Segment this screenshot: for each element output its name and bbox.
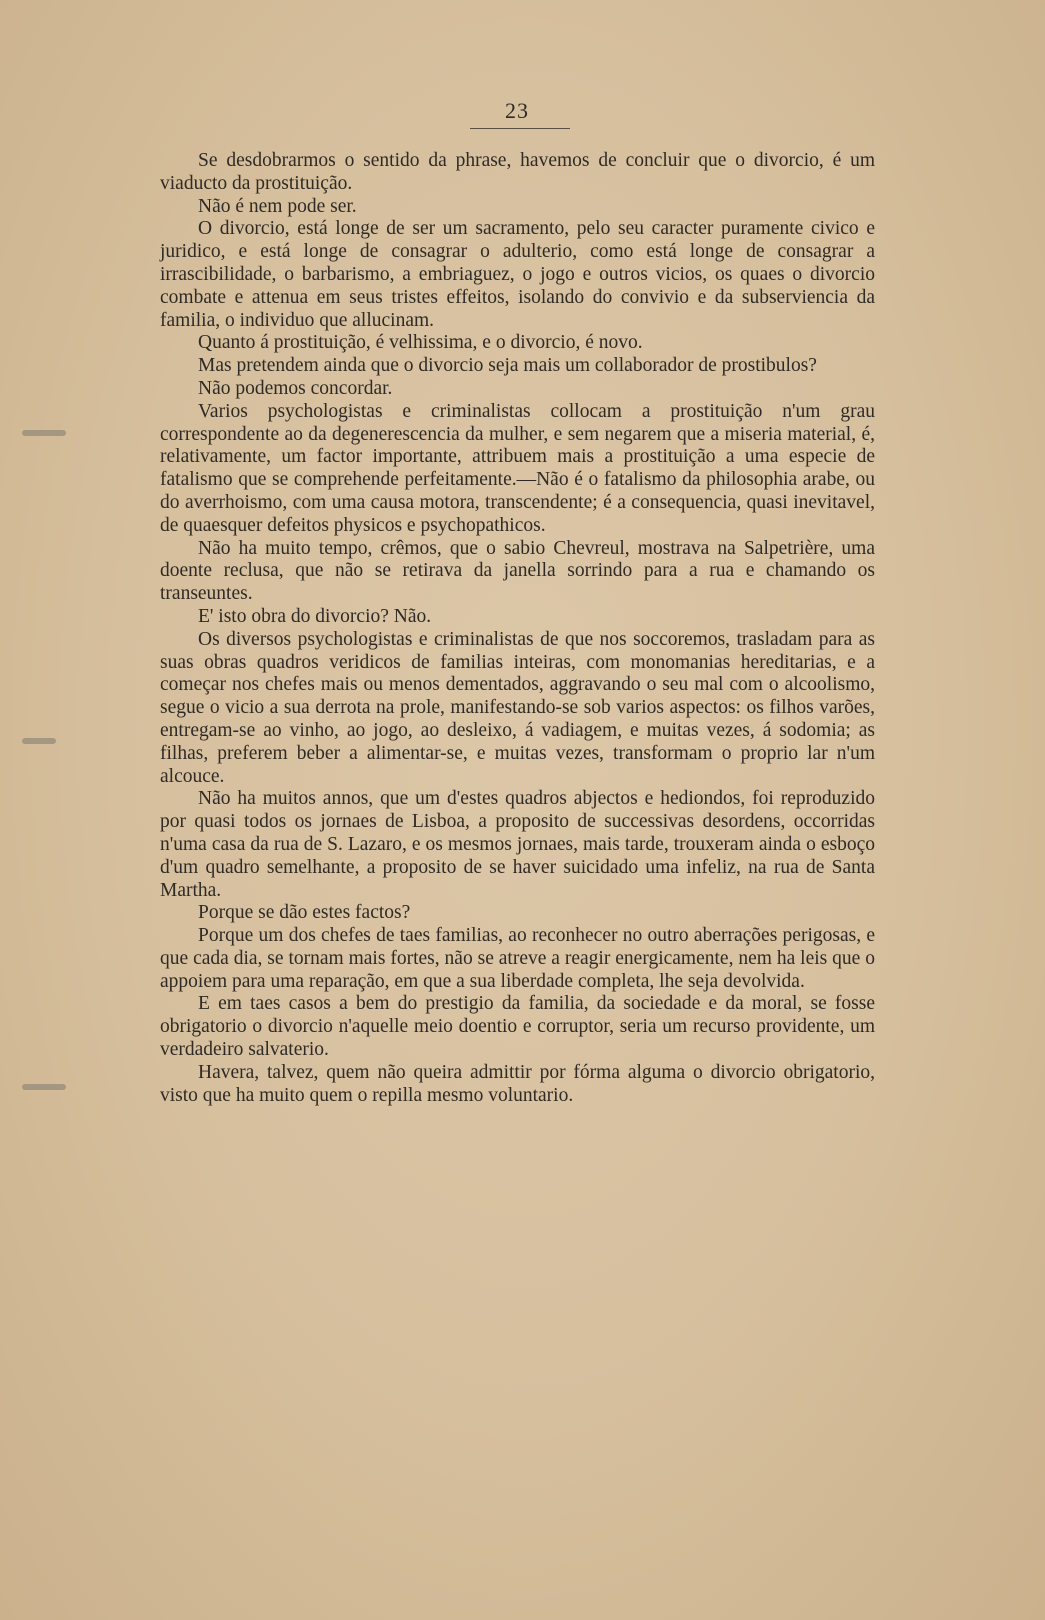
header-rule: [470, 128, 570, 129]
paragraph: Porque um dos chefes de taes familias, ao reconhecer no outro aberrações perigosas, e que cada dia, se tornam mais fortes, não se atreve a reagir energicamente, nem ha leis que o appoiem para uma reparação, em que a sua liberdade completa, lhe seja devolvida.: [160, 925, 875, 992]
paragraph: Não ha muito tempo, crêmos, que o sabio Chevreul, mostrava na Salpetrière, uma doente reclusa, que não se retirava da janella sorrindo para a rua e chamando os transeuntes.: [160, 537, 875, 605]
edge-stain: [22, 430, 66, 436]
paragraph: Quanto á prostituição, é velhissima, e o divorcio, é novo.: [198, 332, 643, 354]
paragraph: Não é nem pode ser.: [198, 195, 357, 217]
edge-stain: [22, 738, 56, 744]
paragraph: Varios psychologistas e criminalistas collocam a prostituição n'um grau correspondente ao da degenerescencia da mulher, e sem negarem que a miseria material, é, relativamente, um factor importante, attribuem mais a prostituição a uma especie de fatalismo que se comprehende perfeitamente.—Não é o fatalismo da philosophia arabe, ou do averrhoismo, com uma causa motora, transcendente; é a consequencia, quasi inevitavel, de quaesquer defeitos physicos e psychopathicos.: [160, 400, 875, 536]
paragraph: Se desdobrarmos o sentido da phrase, havemos de concluir que o divorcio, é um viaducto da prostituição.: [160, 150, 875, 194]
paragraph: Mas pretendem ainda que o divorcio seja mais um collaborador de prostibulos?: [198, 355, 817, 377]
paragraph: E em taes casos a bem do prestigio da familia, da sociedade e da moral, se fosse obrigatorio o divorcio n'aquelle meio doentio e corruptor, seria um recurso providente, um verdadeiro salvaterio.: [160, 993, 875, 1061]
paragraph: Os diversos psychologistas e criminalistas de que nos soccoremos, trasladam para as suas obras quadros veridicos de familias inteiras, com monomanias hereditarias, e a começar nos chefes mais ou menos dementados, aggravando o seu mal com o alcoolismo, segue o vicio a sua derrota na prole, manifestando-se sob varios aspectos: os filhos varões, entregam-se ao vinho, ao jogo, ao desleixo, á vadiagem, e muitas vezes, á sodomia; as filhas, preferem beber a alimentar-se, e muitas vezes, transformam o proprio lar n'um alcouce.: [160, 628, 875, 787]
edge-stain: [22, 1084, 66, 1090]
paragraph: E' isto obra do divorcio? Não.: [198, 605, 432, 627]
paragraph: Não ha muitos annos, que um d'estes quadros abjectos e hediondos, foi reproduzido por quasi todos os jornaes de Lisboa, a proposito de successivas desordens, occorridas n'uma casa da rua de S. Lazaro, e os mesmos jornaes, mais tarde, trouxeram ainda o esboço d'um quadro semelhante, a proposito de se haver suicidado uma infeliz, na rua de Santa Martha.: [160, 788, 875, 901]
paragraph: O divorcio, está longe de ser um sacramento, pelo seu caracter puramente civico e juridico, e está longe de consagrar o adulterio, como está longe de consagrar a irrascibilidade, o barbarismo, a embriaguez, o jogo e outros vicios, os quaes o divorcio combate e attenua em seus tristes effeitos, isolando do convivio e da subserviencia da familia, o individuo que allucinam.: [160, 218, 875, 331]
paragraph: Havera, talvez, quem não queira admittir por fórma alguma o divorcio obrigatorio, visto que ha muito quem o repilla mesmo voluntario.: [160, 1061, 875, 1106]
page-number: 23: [505, 98, 529, 123]
paragraph: Não podemos concordar.: [198, 377, 393, 399]
body-text: [160, 150, 875, 1107]
paragraph: Porque se dão estes factos?: [198, 902, 411, 924]
